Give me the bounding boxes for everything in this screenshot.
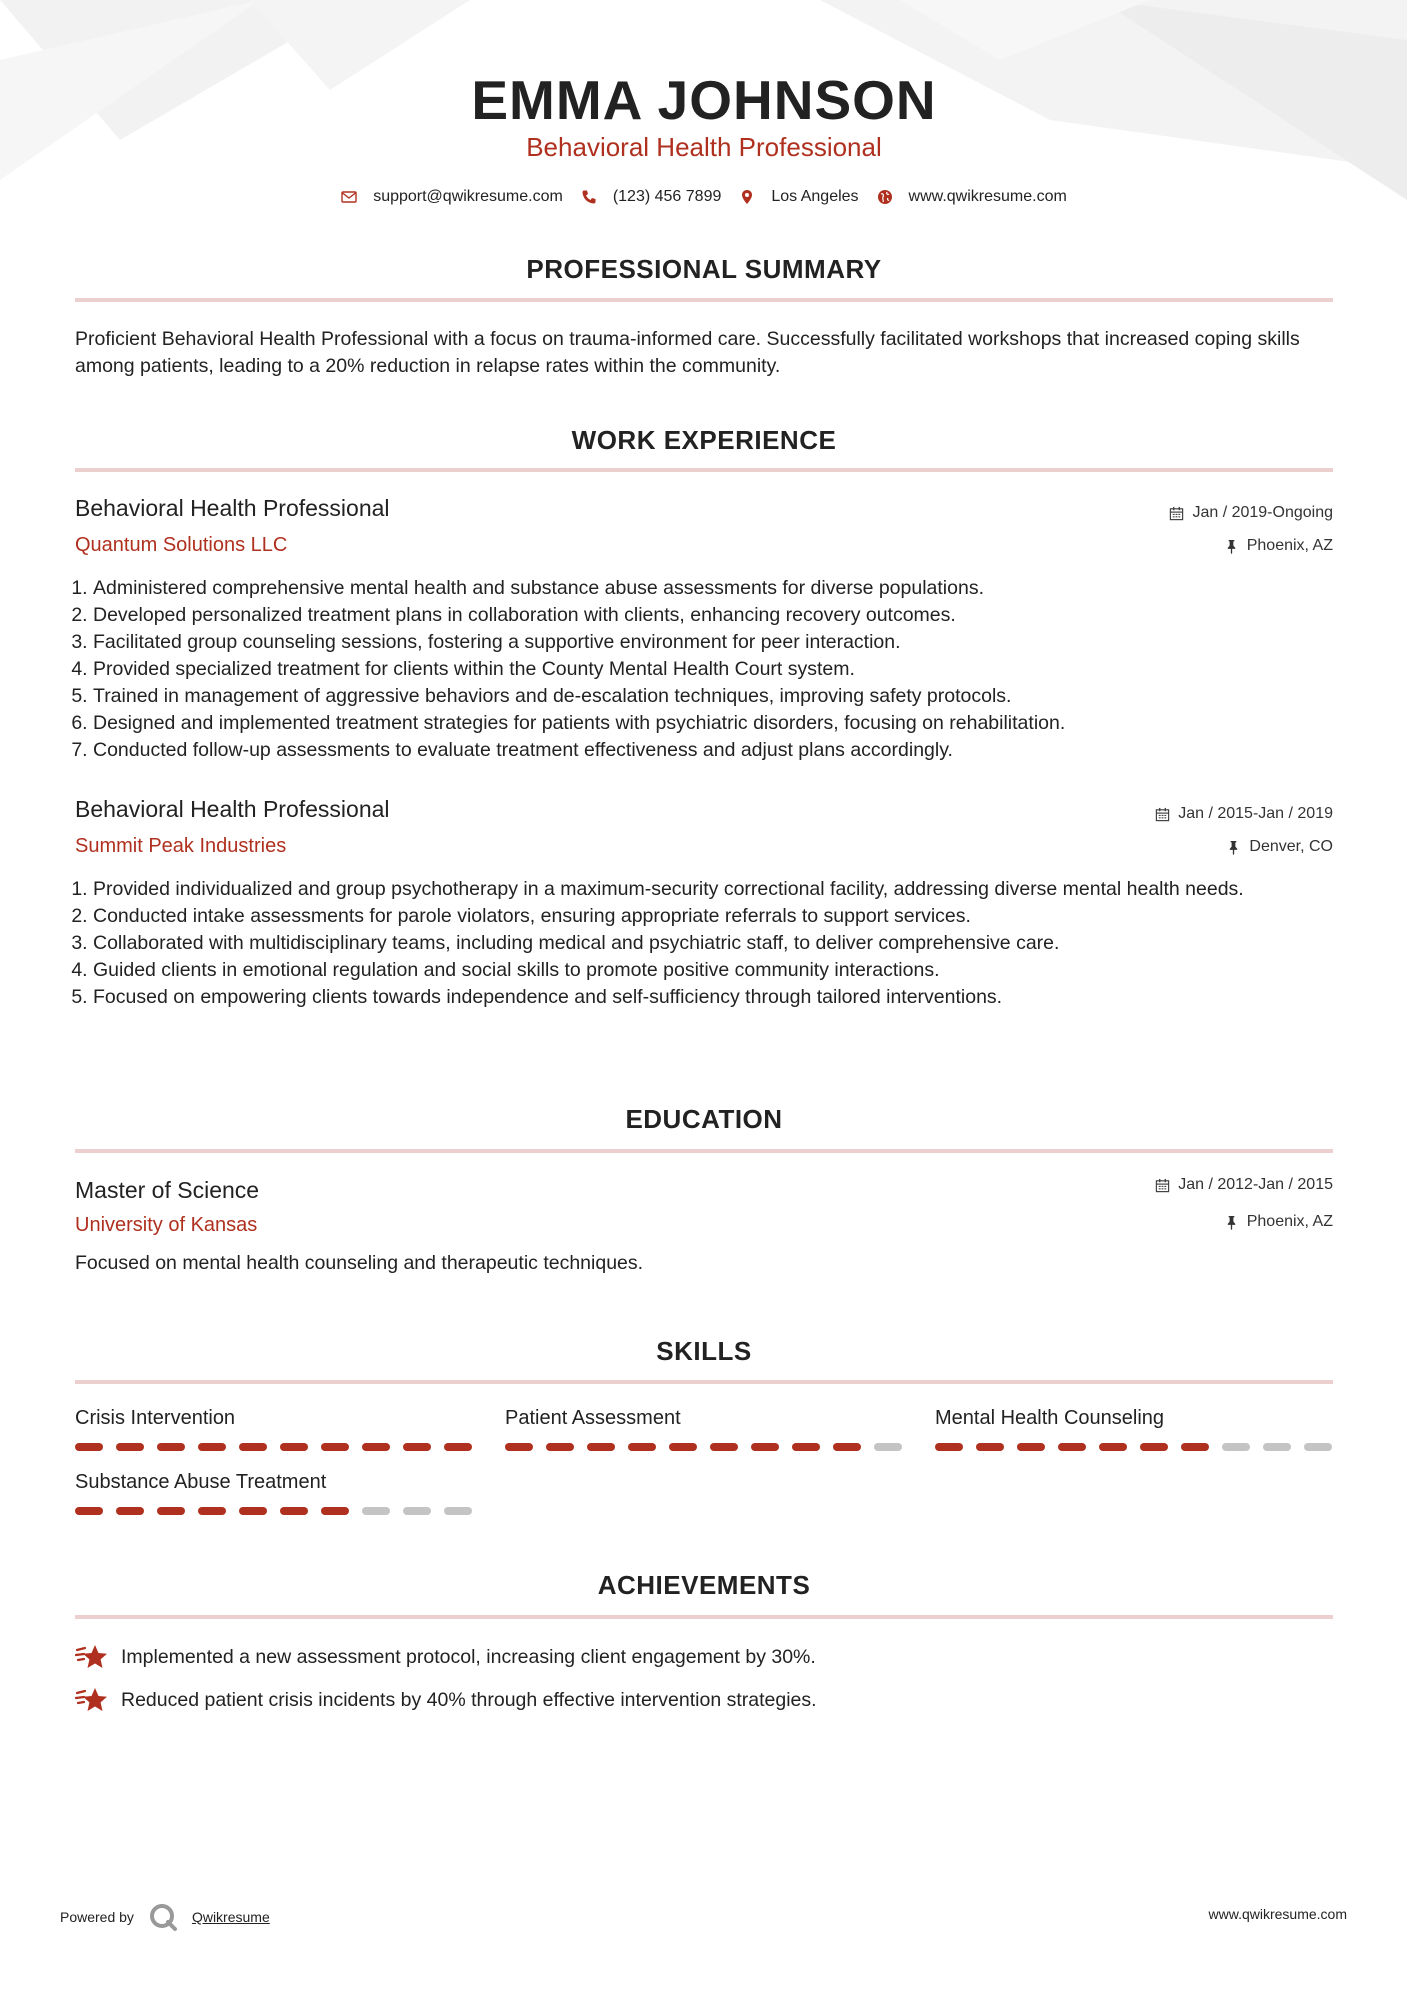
star-icon <box>75 1685 109 1715</box>
list-item: 4. Guided clients in emotional regulation and social skills to promote positive community interactions. <box>93 957 1351 984</box>
job-company: Summit Peak Industries <box>75 835 287 857</box>
skill-segment-filled <box>1181 1443 1209 1451</box>
skill-rating <box>505 1443 905 1451</box>
job-dates <box>1169 504 1333 522</box>
skill-name: Patient Assessment <box>505 1407 681 1429</box>
experience-divider <box>75 468 1333 472</box>
job-location-text: Phoenix, AZ <box>1246 537 1333 554</box>
skill-rating <box>75 1443 475 1451</box>
skill-segment-filled <box>1140 1443 1168 1451</box>
contact-website-text: www.qwikresume.com <box>908 188 1067 205</box>
skill-segment-filled <box>935 1443 963 1451</box>
achievements-divider <box>75 1615 1333 1619</box>
list-item: 3. Facilitated group counseling sessions, fostering a supportive environment for peer interaction. <box>93 629 1351 656</box>
contact-email[interactable] <box>341 188 563 206</box>
skill-segment-empty <box>1304 1443 1332 1451</box>
achievements-heading: ACHIEVEMENTS <box>597 1570 811 1600</box>
contact-location <box>739 188 858 206</box>
skill-segment-filled <box>751 1443 779 1451</box>
job-location <box>1226 838 1333 856</box>
achievement-item <box>75 1642 816 1672</box>
skill-segment-filled <box>505 1443 533 1451</box>
skill-segment-filled <box>239 1443 267 1451</box>
skill-segment-empty <box>403 1507 431 1515</box>
education-heading: EDUCATION <box>625 1104 783 1134</box>
education-divider <box>75 1149 1333 1153</box>
education-school: University of Kansas <box>75 1214 258 1236</box>
contact-email-text: support@qwikresume.com <box>373 188 563 205</box>
skill-segment-filled <box>1017 1443 1045 1451</box>
skill-rating <box>935 1443 1335 1451</box>
skill-name: Mental Health Counseling <box>935 1407 1165 1429</box>
skill-segment-filled <box>116 1507 144 1515</box>
skill-segment-filled <box>321 1443 349 1451</box>
contact-phone[interactable] <box>581 188 722 206</box>
summary-divider <box>75 298 1333 302</box>
skill-item <box>935 1407 1335 1451</box>
skill-segment-filled <box>587 1443 615 1451</box>
globe-icon <box>877 189 893 205</box>
skill-segment-filled <box>362 1443 390 1451</box>
skill-segment-empty <box>1222 1443 1250 1451</box>
achievement-item <box>75 1685 817 1715</box>
skills-heading: SKILLS <box>656 1336 752 1366</box>
education-location <box>1224 1213 1333 1231</box>
calendar-icon <box>1169 506 1184 521</box>
skill-segment-filled <box>321 1507 349 1515</box>
skill-segment-empty <box>362 1507 390 1515</box>
job-dates-text: Jan / 2015-Jan / 2019 <box>1178 805 1333 822</box>
skill-segment-filled <box>239 1507 267 1515</box>
education-dates-text: Jan / 2012-Jan / 2015 <box>1178 1176 1333 1193</box>
list-item: 1. Administered comprehensive mental health and substance abuse assessments for diverse populations. <box>93 575 1351 602</box>
job-title: Behavioral Health Professional <box>75 796 390 822</box>
skill-segment-filled <box>628 1443 656 1451</box>
skill-segment-empty <box>874 1443 902 1451</box>
skill-name: Substance Abuse Treatment <box>75 1471 327 1493</box>
candidate-title: Behavioral Health Professional <box>526 132 882 162</box>
skill-segment-filled <box>1099 1443 1127 1451</box>
job-location <box>1224 537 1333 555</box>
star-icon <box>75 1642 109 1672</box>
skill-item <box>75 1407 475 1451</box>
job-title: Behavioral Health Professional <box>75 495 390 521</box>
skill-rating <box>75 1507 475 1515</box>
job-company: Quantum Solutions LLC <box>75 534 288 556</box>
skill-item <box>505 1407 905 1451</box>
experience-heading: WORK EXPERIENCE <box>571 425 837 455</box>
list-item: 5. Trained in management of aggressive behaviors and de-escalation techniques, improving safety protocols. <box>93 683 1351 710</box>
pushpin-icon <box>1224 539 1239 554</box>
list-item: 6. Designed and implemented treatment strategies for patients with psychiatric disorders, focusing on rehabilitation. <box>93 710 1351 737</box>
skill-segment-filled <box>792 1443 820 1451</box>
skill-segment-empty <box>1263 1443 1291 1451</box>
skill-name: Crisis Intervention <box>75 1407 236 1429</box>
phone-icon <box>581 189 597 205</box>
list-item: 3. Collaborated with multidisciplinary teams, including medical and psychiatric staff, to deliver comprehensive care. <box>93 930 1351 957</box>
job-dates-text: Jan / 2019-Ongoing <box>1192 504 1333 521</box>
skills-divider <box>75 1380 1333 1384</box>
job-dates <box>1155 805 1333 823</box>
skill-segment-filled <box>976 1443 1004 1451</box>
list-item: 2. Conducted intake assessments for parole violators, ensuring appropriate referrals to support services. <box>93 903 1351 930</box>
skill-segment-filled <box>669 1443 697 1451</box>
list-item: 7. Conducted follow-up assessments to evaluate treatment effectiveness and adjust plans accordingly. <box>93 737 1351 764</box>
education-location-text: Phoenix, AZ <box>1246 1213 1333 1230</box>
education-description: Focused on mental health counseling and therapeutic techniques. <box>75 1252 644 1274</box>
skill-segment-filled <box>75 1443 103 1451</box>
contact-website[interactable] <box>877 188 1067 206</box>
achievement-text: Implemented a new assessment protocol, increasing client engagement by 30%. <box>121 1645 816 1668</box>
skill-segment-filled <box>403 1443 431 1451</box>
skill-segment-filled <box>198 1507 226 1515</box>
candidate-name: EMMA JOHNSON <box>471 69 937 131</box>
pushpin-icon <box>1226 840 1241 855</box>
skill-segment-filled <box>280 1507 308 1515</box>
skill-segment-filled <box>546 1443 574 1451</box>
skill-segment-empty <box>444 1507 472 1515</box>
footer-website[interactable]: www.qwikresume.com <box>1208 1906 1347 1922</box>
calendar-icon <box>1155 1178 1170 1193</box>
skill-segment-filled <box>116 1443 144 1451</box>
qwikresume-link[interactable]: Qwikresume <box>191 1909 270 1925</box>
calendar-icon <box>1155 807 1170 822</box>
contact-location-text: Los Angeles <box>771 188 859 205</box>
skill-segment-filled <box>1058 1443 1086 1451</box>
list-item: 5. Focused on empowering clients towards independence and self-sufficiency through tailored interventions. <box>93 984 1351 1011</box>
list-item: 1. Provided individualized and group psychotherapy in a maximum-security correctional facility, addressing diverse mental health needs. <box>93 876 1351 903</box>
envelope-icon <box>341 189 357 205</box>
skill-segment-filled <box>157 1507 185 1515</box>
qwikresume-logo-icon <box>148 1902 178 1932</box>
skill-segment-filled <box>75 1507 103 1515</box>
skill-segment-filled <box>710 1443 738 1451</box>
list-item: 2. Developed personalized treatment plans in collaboration with clients, enhancing recovery outcomes. <box>93 602 1351 629</box>
contact-phone-text: (123) 456 7899 <box>612 188 722 205</box>
achievement-text: Reduced patient crisis incidents by 40% through effective intervention strategies. <box>121 1688 817 1711</box>
skill-segment-filled <box>198 1443 226 1451</box>
education-degree: Master of Science <box>75 1177 260 1203</box>
skill-segment-filled <box>280 1443 308 1451</box>
map-marker-icon <box>739 189 755 205</box>
pushpin-icon <box>1224 1215 1239 1230</box>
job-location-text: Denver, CO <box>1249 838 1333 855</box>
skill-segment-filled <box>157 1443 185 1451</box>
summary-heading: PROFESSIONAL SUMMARY <box>526 254 882 284</box>
skill-segment-filled <box>833 1443 861 1451</box>
job-bullets <box>75 876 1351 1011</box>
skill-segment-filled <box>444 1443 472 1451</box>
footer-powered-by <box>60 1902 270 1932</box>
powered-by-label: Powered by <box>60 1909 134 1925</box>
job-bullets <box>75 575 1351 764</box>
summary-text: Proficient Behavioral Health Professional with a focus on trauma-informed care. Successfully facilitated workshops that increased coping skills among patients, leading to a 20% reduction in relapse rates within the community. <box>75 328 1300 377</box>
list-item: 4. Provided specialized treatment for clients within the County Mental Health Court system. <box>93 656 1351 683</box>
skill-item <box>75 1471 475 1515</box>
education-dates <box>1155 1176 1333 1194</box>
contact-bar <box>75 188 1333 206</box>
